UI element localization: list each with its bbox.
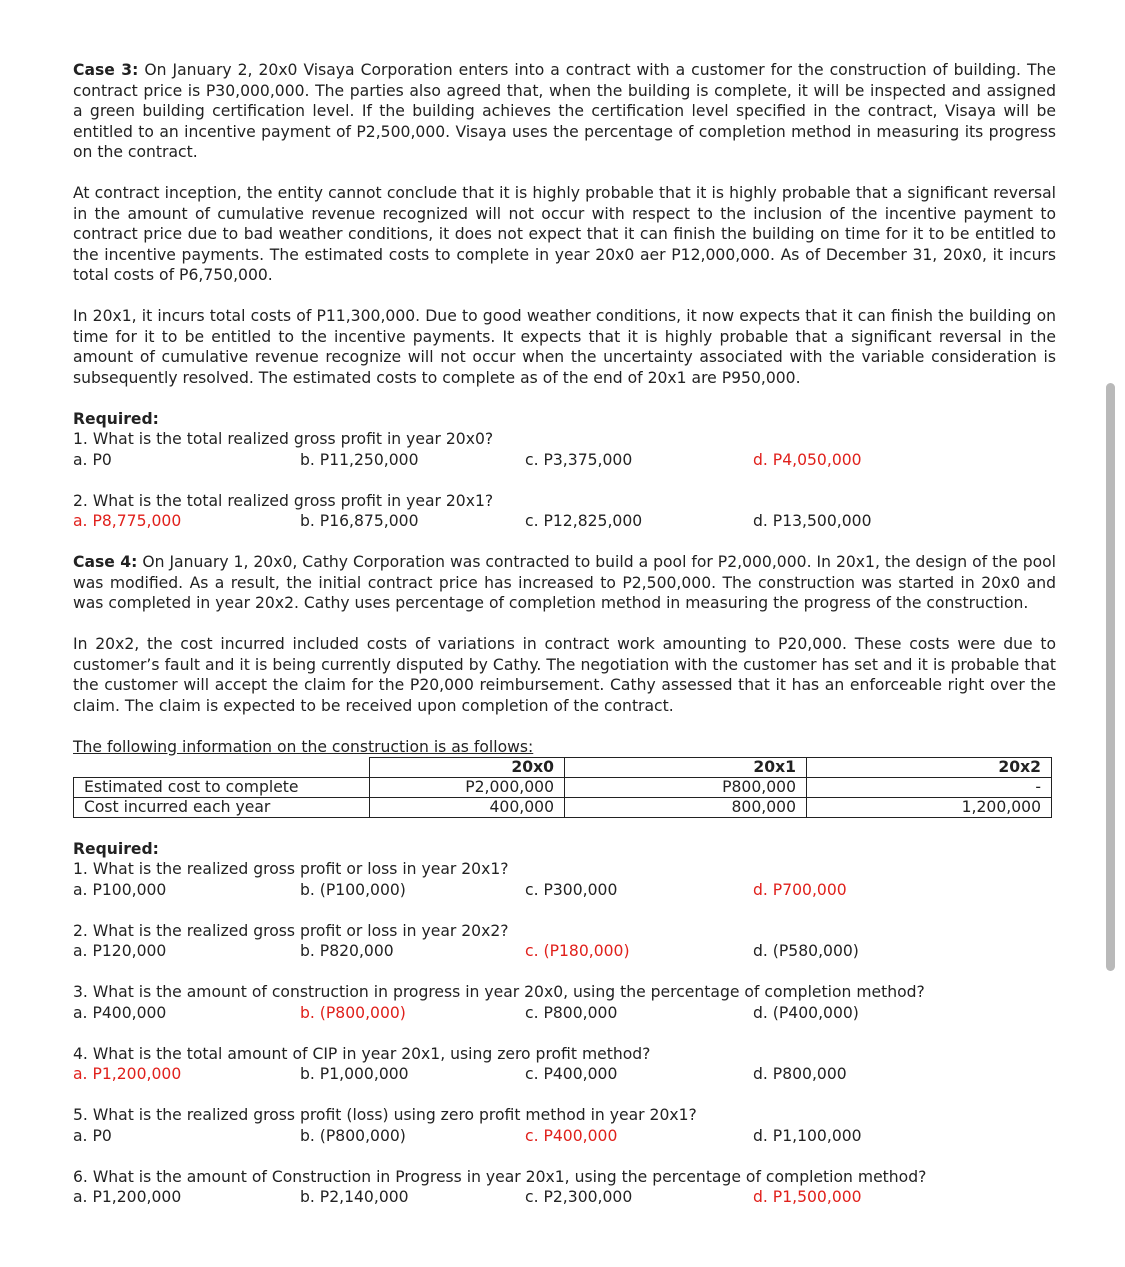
case3-q1-choices: a. P0 b. P11,250,000 c. P3,375,000 d. P4,050,000 xyxy=(73,450,862,469)
case4-q2-choices: a. P120,000 b. P820,000 c. (P180,000) d. (P580,000) xyxy=(73,942,859,960)
construction-table xyxy=(73,757,1052,818)
case3-paragraph-2: At contract inception, the entity cannot conclude that it is highly probable that it is highly probable that a significant reversal in the amount of cumulative revenue recognized will not occur with respect to the inclusion of the incentive payment to contract price due to bad weather conditions, it does not expect that it can finish the building on time for it to be entitled to the incentive payments. The estimated costs to complete in year 20x0 aer P12,000,000. As of December 31, 20x0, it incurs total costs of P6,750,000. xyxy=(73,184,1056,284)
case4-q4: 4. What is the total amount of CIP in year 20x1, using zero profit method? xyxy=(73,1044,651,1063)
table-row: Cost incurred each year 400,000 800,000 1,200,000 xyxy=(74,798,1052,818)
table-header-20x1: 20x1 xyxy=(565,758,807,778)
case4-q6-choices: a. P1,200,000 b. P2,140,000 c. P2,300,000 d. P1,500,000 xyxy=(73,1188,862,1206)
table-header-20x2: 20x2 xyxy=(807,758,1052,778)
case4-q4-choices: a. P1,200,000 b. P1,000,000 c. P400,000 d. P800,000 xyxy=(73,1065,847,1083)
case4-q5: 5. What is the realized gross profit (loss) using zero profit method in year 20x1? xyxy=(73,1106,697,1124)
case4-q6: 6. What is the amount of Construction in Progress in year 20x1, using the percentage of completion method? xyxy=(73,1167,927,1186)
case3-heading: Case 3: xyxy=(73,61,139,79)
table-header-blank xyxy=(74,758,370,778)
table-intro: The following information on the construction is as follows: xyxy=(73,737,534,756)
case3-paragraph-3: In 20x1, it incurs total costs of P11,300,000. Due to good weather conditions, it now expects that it can finish the building on time for it to be entitled to the incentive payments. It expects that it is highly probable that a significant reversal in the amount of cumulative revenue recognize will not occur when the uncertainty associated with the variable consideration is subsequently resolved. The estimated costs to complete as of the end of 20x1 are P950,000. xyxy=(73,307,1056,387)
case4-paragraph-1: Case 4: On January 1, 20x0, Cathy Corporation was contracted to build a pool for P2,000,000. In 20x1, the design of the pool was modified. As a result, the initial contract price has increased to P2,500,000. The construction was started in 20x0 and was completed in year 20x2. Cathy uses percentage of completion method in measuring the progress of the construction. xyxy=(73,553,1056,612)
case4-q2: 2. What is the realized gross profit or loss in year 20x2? xyxy=(73,921,509,940)
case3-required-heading: Required: xyxy=(73,409,159,428)
case4-heading: Case 4: xyxy=(73,553,138,571)
case3-q2-choices: a. P8,775,000 b. P16,875,000 c. P12,825,000 d. P13,500,000 xyxy=(73,512,872,530)
case4-required-heading: Required: xyxy=(73,839,159,858)
case4-q3: 3. What is the amount of construction in progress in year 20x0, using the percentage of completion method? xyxy=(73,983,925,1001)
case3-paragraph-1: Case 3: On January 2, 20x0 Visaya Corporation enters into a contract with a customer for the construction of building. The contract price is P30,000,000. The parties also agreed that, when the building is complete, it will be inspected and assigned a green building certification level. If the building achieves the certification level specified in the contract, Visaya will be entitled to an incentive payment of P2,500,000. Visaya uses the percentage of completion method in measuring its progress on the contract. xyxy=(73,61,1056,161)
case3-q2: 2. What is the total realized gross profit in year 20x1? xyxy=(73,491,494,510)
document-body xyxy=(73,60,1056,1208)
table-header-row xyxy=(74,758,1052,778)
case4-q3-choices: a. P400,000 b. (P800,000) c. P800,000 d. (P400,000) xyxy=(73,1003,859,1022)
case4-paragraph-2: In 20x2, the cost incurred included costs of variations in contract work amounting to P20,000. These costs were due to customer’s fault and it is being currently disputed by Cathy. The negotiation with the customer has set and it is probable that the customer will accept the claim for the P20,000 reimbursement. Cathy assessed that it has an enforceable right over the claim. The claim is expected to be received upon completion of the contract. xyxy=(73,635,1056,715)
case4-q1-choices: a. P100,000 b. (P100,000) c. P300,000 d. P700,000 xyxy=(73,880,847,899)
table-header-20x0: 20x0 xyxy=(370,758,565,778)
case4-q5-choices: a. P0 b. (P800,000) c. P400,000 d. P1,100,000 xyxy=(73,1126,862,1145)
case4-q1: 1. What is the realized gross profit or loss in year 20x1? xyxy=(73,860,509,878)
case3-q1: 1. What is the total realized gross profit in year 20x0? xyxy=(73,430,494,448)
table-row: Estimated cost to complete P2,000,000 P800,000 - xyxy=(74,778,1052,798)
vertical-scrollbar[interactable] xyxy=(1106,383,1115,971)
